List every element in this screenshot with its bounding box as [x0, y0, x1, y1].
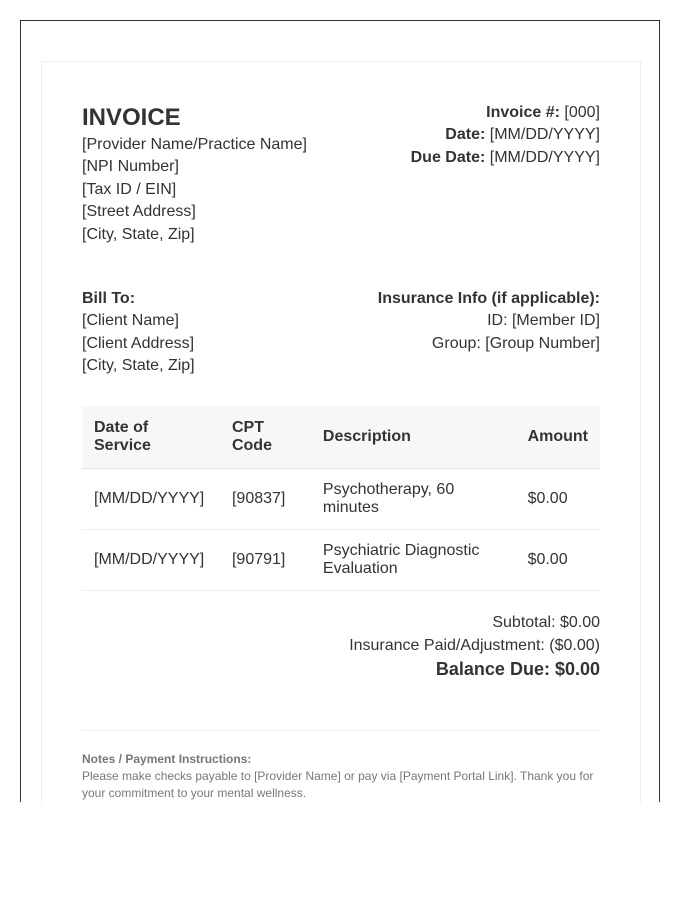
provider-tax-id: [Tax ID / EIN] [82, 180, 177, 198]
provider-street: [Street Address] [82, 203, 196, 221]
invoice-date [411, 124, 600, 146]
table-row [82, 530, 600, 591]
invoice-due-label: Due Date: [410, 148, 486, 166]
row-amount: $0.00 [516, 469, 600, 530]
provider-city: [City, State, Zip] [82, 225, 195, 243]
invoice-number-value: [000] [564, 104, 600, 121]
invoice-due-value: [MM/DD/YYYY] [489, 148, 600, 166]
row-date: [MM/DD/YYYY] [82, 530, 220, 591]
invoice-date-label: Date: [445, 126, 486, 144]
row-amount: $0.00 [516, 530, 600, 591]
invoice-header [82, 102, 600, 252]
table-header-row [82, 406, 600, 469]
table-row [82, 469, 600, 530]
header-date-of-service: Date of Service [82, 406, 220, 469]
services-table [82, 406, 600, 591]
invoice-number [411, 102, 600, 124]
row-description: Psychiatric Diagnostic Evaluation [311, 530, 516, 591]
invoice-date-value: [MM/DD/YYYY] [489, 126, 600, 144]
notes-divider [82, 730, 600, 731]
bill-to-label: Bill To: [82, 290, 136, 307]
row-date: [MM/DD/YYYY] [82, 469, 220, 530]
notes-title: Notes / Payment Instructions: [82, 752, 252, 766]
header-cpt-code: CPT Code [220, 406, 311, 469]
billing-section [82, 288, 600, 378]
header-description: Description [311, 406, 516, 469]
client-city: [City, State, Zip] [82, 357, 195, 375]
totals-block [349, 611, 600, 681]
balance-due: Balance Due: $0.00 [435, 659, 600, 679]
notes-section [82, 751, 600, 802]
bill-to-block [82, 288, 195, 378]
client-address: [Client Address] [82, 334, 195, 352]
row-cpt: [90837] [220, 469, 311, 530]
insurance-member-id: ID: [Member ID] [487, 312, 600, 330]
provider-block [82, 102, 307, 246]
invoice-number-label: Invoice #: [486, 104, 560, 121]
header-amount: Amount [516, 406, 600, 469]
invoice-meta [411, 102, 600, 169]
insurance-group: Group: [Group Number] [431, 334, 600, 352]
row-description: Psychotherapy, 60 minutes [311, 469, 516, 530]
provider-npi: [NPI Number] [82, 158, 179, 176]
provider-name: [Provider Name/Practice Name] [82, 136, 307, 153]
insurance-adjustment: Insurance Paid/Adjustment: ($0.00) [349, 637, 600, 654]
invoice-title: INVOICE [82, 104, 181, 131]
notes-body: Please make checks payable to [Provider Name] or pay via [Payment Portal Link]. Thank you for your commitment to your mental wellness. [82, 769, 594, 800]
invoice-content [82, 102, 600, 800]
invoice-due-date [411, 147, 600, 169]
insurance-block [378, 288, 600, 355]
subtotal: Subtotal: $0.00 [492, 614, 600, 631]
client-name: [Client Name] [82, 312, 179, 330]
insurance-label: Insurance Info (if applicable): [377, 290, 600, 307]
row-cpt: [90791] [220, 530, 311, 591]
